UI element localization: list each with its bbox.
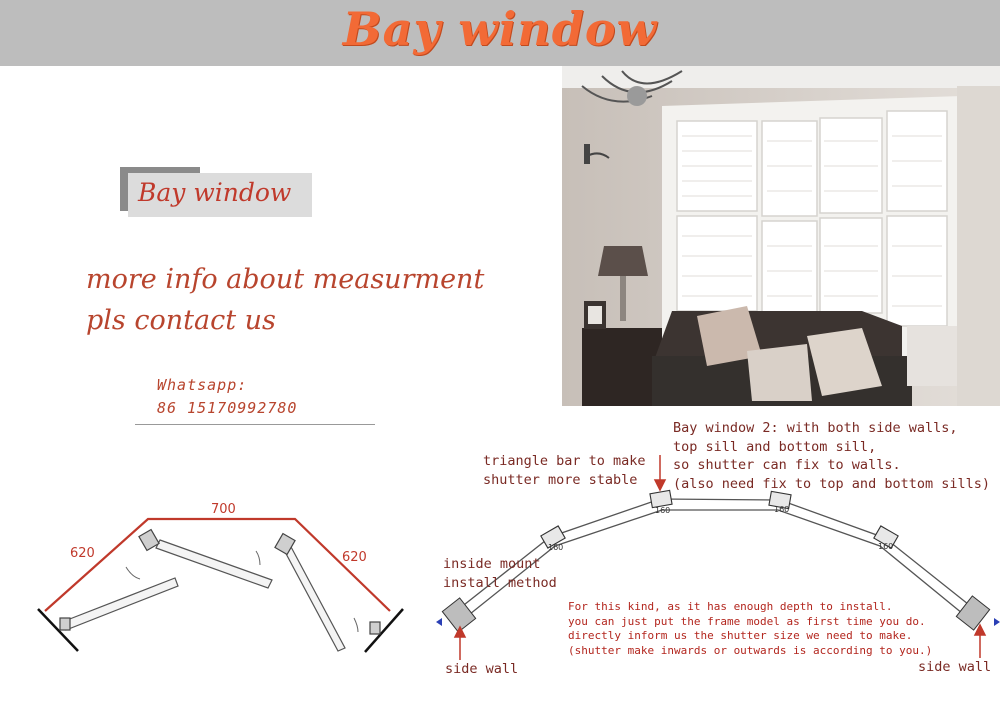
inside-mount-note: inside mount install method [443,556,557,591]
page-title: Bay window [342,2,658,56]
badge-label: Bay window [138,178,292,207]
angle-label: 160 [548,543,564,552]
side-wall-left-label: side wall [445,661,519,677]
bay2-title: Bay window 2: with both side walls, top sill and bottom sill, so shutter can fix to walls. (also need fix to top and bottom sills) [673,420,990,492]
dim-right: 620 [342,550,367,565]
angle-label: 160 [655,506,671,515]
info-line-1: more info about measurment [86,264,485,295]
whatsapp-number[interactable]: 86 15170992780 [157,399,298,417]
info-line-2: pls contact us [86,305,276,336]
side-wall-right-label: side wall [918,659,992,675]
whatsapp-label: Whatsapp: [157,376,248,394]
install-note: For this kind, as it has enough depth to install. you can just put the frame model as first time you do. directly inform us the shutter size we need to make. (shutter make inwards or outwards is according to you.) [568,600,933,657]
angle-label: 160 [774,505,790,514]
dim-top: 700 [211,502,236,517]
triangle-bar-note: triangle bar to make shutter more stable [483,453,646,488]
dim-left: 620 [70,546,95,561]
angle-label: 160 [878,542,894,551]
